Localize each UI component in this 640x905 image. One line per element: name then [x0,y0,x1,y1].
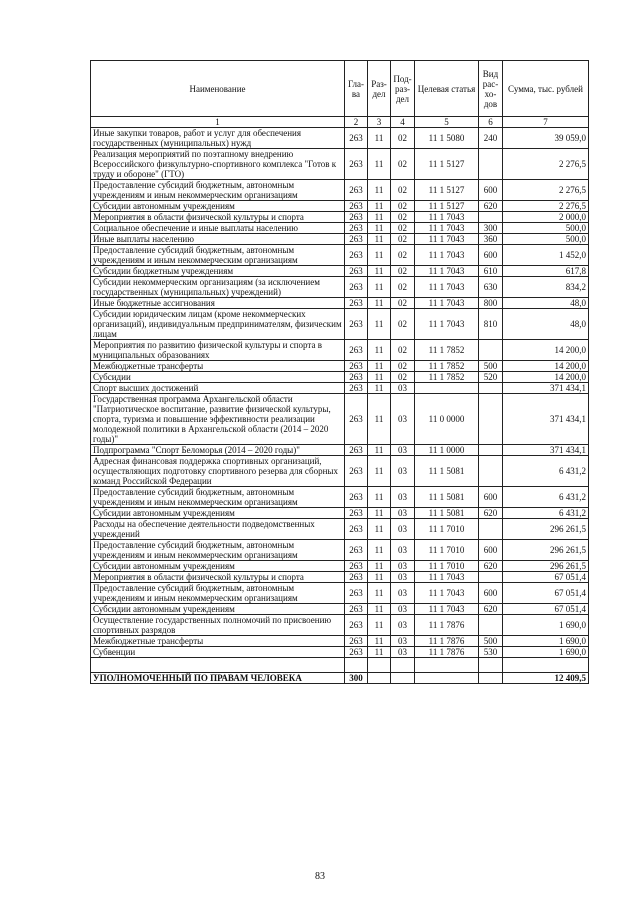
row-podrazdel: 02 [391,298,415,309]
row-podrazdel: 02 [391,340,415,361]
row-razdel: 11 [368,245,391,266]
row-tselevaya: 11 1 7010 [415,540,479,561]
row-tselevaya: 11 1 7043 [415,604,479,615]
table-row [91,508,589,519]
row-razdel: 11 [368,636,391,647]
row-vid: 810 [479,309,503,340]
table-row [91,277,589,298]
row-razdel: 11 [368,201,391,212]
header-summa: Сумма, тыс. рублей [503,61,589,117]
table-row [91,383,589,394]
row-glava: 263 [345,519,368,540]
row-summa: 48,0 [503,309,589,340]
row-razdel: 11 [368,223,391,234]
row-summa: 296 261,5 [503,540,589,561]
row-tselevaya: 11 1 5081 [415,487,479,508]
row-vid: 630 [479,277,503,298]
table-row [91,561,589,572]
row-tselevaya: 11 1 7876 [415,615,479,636]
row-name: Субсидии автономным учреждениям [91,604,345,615]
row-vid: 620 [479,561,503,572]
row-vid [479,340,503,361]
document-page [90,60,588,684]
column-number: 3 [368,117,391,128]
row-razdel: 11 [368,456,391,487]
row-podrazdel: 02 [391,234,415,245]
table-row [91,519,589,540]
row-tselevaya [415,673,479,684]
row-name: УПОЛНОМОЧЕННЫЙ ПО ПРАВАМ ЧЕЛОВЕКА [91,673,345,684]
row-vid [479,212,503,223]
row-glava: 263 [345,298,368,309]
row-name: Государственная программа Архангельской области "Патриотическое воспитание, развитие физической культуры, спорта, туризма и повышение эффективности реализации молодежной политики в Архангельской области (2014 – 2020 годы)" [91,394,345,445]
row-summa: 371 434,1 [503,383,589,394]
row-tselevaya: 11 1 7043 [415,298,479,309]
row-podrazdel: 03 [391,572,415,583]
row-tselevaya: 11 1 5127 [415,180,479,201]
row-name: Адресная финансовая поддержка спортивных организаций, осуществляющих подготовку спортивного резерва для сборных команд Российской Федерации [91,456,345,487]
row-name: Субсидии некоммерческим организациям (за исключением государственных (муниципальных) учреждений) [91,277,345,298]
row-podrazdel: 03 [391,540,415,561]
column-number: 5 [415,117,479,128]
column-number: 4 [391,117,415,128]
row-podrazdel: 03 [391,647,415,658]
column-number: 6 [479,117,503,128]
header-glava: Гла-ва [345,61,368,117]
row-razdel: 11 [368,372,391,383]
row-tselevaya: 11 1 7043 [415,223,479,234]
row-name: Предоставление субсидий бюджетным, автономным учреждениям и иным некоммерческим организациям [91,540,345,561]
row-razdel: 11 [368,149,391,180]
row-razdel: 11 [368,615,391,636]
row-vid: 500 [479,361,503,372]
spacer-row [91,658,589,673]
row-tselevaya: 11 1 7043 [415,245,479,266]
row-razdel: 11 [368,383,391,394]
row-razdel: 11 [368,128,391,149]
row-razdel: 11 [368,180,391,201]
row-glava: 263 [345,201,368,212]
row-name: Расходы на обеспечение деятельности подведомственных учреждений [91,519,345,540]
row-glava: 263 [345,361,368,372]
table-row [91,636,589,647]
row-podrazdel: 03 [391,519,415,540]
row-vid: 600 [479,540,503,561]
row-summa: 14 200,0 [503,340,589,361]
row-glava: 263 [345,245,368,266]
row-glava: 263 [345,647,368,658]
row-podrazdel: 02 [391,309,415,340]
row-vid: 600 [479,245,503,266]
row-summa: 67 051,4 [503,572,589,583]
row-vid: 620 [479,508,503,519]
row-vid: 240 [479,128,503,149]
row-summa: 500,0 [503,223,589,234]
row-name: Социальное обеспечение и иные выплаты населению [91,223,345,234]
table-row [91,223,589,234]
row-vid: 610 [479,266,503,277]
row-podrazdel: 02 [391,212,415,223]
row-vid [479,615,503,636]
row-glava: 263 [345,309,368,340]
row-tselevaya: 11 1 7043 [415,583,479,604]
row-vid: 300 [479,223,503,234]
row-name: Субсидии автономным учреждениям [91,201,345,212]
row-name: Субсидии автономным учреждениям [91,508,345,519]
row-vid: 620 [479,201,503,212]
table-row [91,456,589,487]
row-glava: 300 [345,673,368,684]
row-razdel: 11 [368,519,391,540]
row-tselevaya: 11 1 7852 [415,361,479,372]
row-podrazdel: 03 [391,456,415,487]
row-name: Субсидии автономным учреждениям [91,561,345,572]
row-tselevaya: 11 1 7010 [415,561,479,572]
row-razdel [368,673,391,684]
row-vid: 600 [479,487,503,508]
row-name: Предоставление субсидий бюджетным, автономным учреждениям и иным некоммерческим организациям [91,245,345,266]
table-row [91,372,589,383]
table-row [91,604,589,615]
row-summa: 6 431,2 [503,456,589,487]
row-podrazdel: 03 [391,394,415,445]
row-summa: 296 261,5 [503,561,589,572]
row-glava: 263 [345,212,368,223]
row-glava: 263 [345,636,368,647]
table-row [91,201,589,212]
final-row [91,673,589,684]
row-podrazdel: 03 [391,383,415,394]
row-podrazdel [391,673,415,684]
row-name: Мероприятия по развитию физической культуры и спорта в муниципальных образованиях [91,340,345,361]
row-summa: 48,0 [503,298,589,309]
row-tselevaya: 11 1 0000 [415,445,479,456]
row-tselevaya: 11 1 7852 [415,340,479,361]
row-razdel: 11 [368,508,391,519]
table-body [91,128,589,658]
row-name: Субвенции [91,647,345,658]
row-vid: 600 [479,583,503,604]
row-glava: 263 [345,540,368,561]
row-summa: 12 409,5 [503,673,589,684]
table-row [91,340,589,361]
row-glava: 263 [345,128,368,149]
row-razdel: 11 [368,647,391,658]
row-vid: 500 [479,636,503,647]
row-podrazdel: 03 [391,604,415,615]
row-tselevaya: 11 1 7876 [415,647,479,658]
row-glava: 263 [345,445,368,456]
row-razdel: 11 [368,361,391,372]
row-tselevaya: 11 1 7043 [415,212,479,223]
row-summa: 834,2 [503,277,589,298]
row-summa: 67 051,4 [503,583,589,604]
row-tselevaya: 11 1 5080 [415,128,479,149]
row-glava: 263 [345,180,368,201]
table-row [91,234,589,245]
row-tselevaya: 11 1 7043 [415,266,479,277]
row-podrazdel: 03 [391,508,415,519]
row-podrazdel: 03 [391,561,415,572]
row-summa: 2 276,5 [503,149,589,180]
header-name: Наименование [91,61,345,117]
header-tselevaya: Целевая статья [415,61,479,117]
page-number: 83 [315,871,325,882]
row-razdel: 11 [368,234,391,245]
row-tselevaya: 11 1 7043 [415,277,479,298]
row-glava: 263 [345,223,368,234]
row-razdel: 11 [368,298,391,309]
row-name: Подпрограмма "Спорт Беломорья (2014 – 2020 годы)" [91,445,345,456]
row-glava: 263 [345,487,368,508]
row-tselevaya: 11 1 7876 [415,636,479,647]
row-vid [479,572,503,583]
table-row [91,647,589,658]
row-name: Субсидии юридическим лицам (кроме некоммерческих организаций), индивидуальным предпринимателям, физическим лицам [91,309,345,340]
column-number-row [91,117,589,128]
row-razdel: 11 [368,487,391,508]
row-glava: 263 [345,149,368,180]
row-podrazdel: 02 [391,180,415,201]
table-row [91,298,589,309]
row-summa: 500,0 [503,234,589,245]
row-tselevaya: 11 1 5081 [415,508,479,519]
row-podrazdel: 03 [391,615,415,636]
row-vid [479,673,503,684]
row-vid: 530 [479,647,503,658]
row-podrazdel: 02 [391,128,415,149]
table-row [91,149,589,180]
row-podrazdel: 03 [391,583,415,604]
row-summa: 1 690,0 [503,647,589,658]
row-tselevaya: 11 1 7043 [415,572,479,583]
table-row [91,309,589,340]
row-razdel: 11 [368,394,391,445]
row-glava: 263 [345,394,368,445]
row-summa: 1 690,0 [503,615,589,636]
table-row [91,394,589,445]
row-podrazdel: 02 [391,361,415,372]
row-razdel: 11 [368,309,391,340]
row-razdel: 11 [368,561,391,572]
row-name: Иные бюджетные ассигнования [91,298,345,309]
row-podrazdel: 03 [391,487,415,508]
header-vid: Вид рас-хо-дов [479,61,503,117]
row-tselevaya: 11 1 5127 [415,149,479,180]
row-summa: 2 276,5 [503,180,589,201]
row-name: Межбюджетные трансферты [91,636,345,647]
row-glava: 263 [345,615,368,636]
table-row [91,361,589,372]
table-row [91,445,589,456]
table-row [91,487,589,508]
table-row [91,572,589,583]
row-tselevaya: 11 1 5127 [415,201,479,212]
row-name: Мероприятия в области физической культуры и спорта [91,212,345,223]
row-glava: 263 [345,561,368,572]
row-name: Межбюджетные трансферты [91,361,345,372]
row-summa: 14 200,0 [503,372,589,383]
row-razdel: 11 [368,540,391,561]
row-summa: 1 452,0 [503,245,589,266]
row-glava: 263 [345,266,368,277]
row-tselevaya: 11 0 0000 [415,394,479,445]
row-tselevaya: 11 1 7043 [415,309,479,340]
header-razdel: Раз-дел [368,61,391,117]
row-glava: 263 [345,340,368,361]
row-razdel: 11 [368,212,391,223]
table-header-row [91,61,589,117]
row-name: Субсидии бюджетным учреждениям [91,266,345,277]
row-summa: 2 000,0 [503,212,589,223]
row-vid: 600 [479,180,503,201]
table-row [91,266,589,277]
row-podrazdel: 02 [391,245,415,266]
row-glava: 263 [345,572,368,583]
row-vid [479,519,503,540]
row-vid [479,445,503,456]
row-tselevaya: 11 1 7043 [415,234,479,245]
row-vid: 360 [479,234,503,245]
row-podrazdel: 02 [391,149,415,180]
table-row [91,128,589,149]
row-name: Предоставление субсидий бюджетным, автономным учреждениям и иным некоммерческим организациям [91,180,345,201]
row-podrazdel: 02 [391,223,415,234]
row-podrazdel: 02 [391,266,415,277]
row-tselevaya: 11 1 7852 [415,372,479,383]
table-row [91,615,589,636]
row-summa: 296 261,5 [503,519,589,540]
table-row [91,245,589,266]
row-glava: 263 [345,583,368,604]
row-razdel: 11 [368,583,391,604]
row-name: Реализация мероприятий по поэтапному внедрению Всероссийского физкультурно-спортивного комплекса "Готов к труду и обороне" (ГТО) [91,149,345,180]
column-number: 7 [503,117,589,128]
row-podrazdel: 02 [391,201,415,212]
budget-table [90,60,589,684]
row-name: Предоставление субсидий бюджетным, автономным учреждениям и иным некоммерческим организациям [91,583,345,604]
row-glava: 263 [345,508,368,519]
column-number: 2 [345,117,368,128]
row-vid [479,456,503,487]
row-razdel: 11 [368,445,391,456]
row-razdel: 11 [368,604,391,615]
row-glava: 263 [345,456,368,487]
row-vid [479,149,503,180]
row-glava: 263 [345,372,368,383]
row-name: Осуществление государственных полномочий по присвоению спортивных разрядов [91,615,345,636]
row-summa: 371 434,1 [503,445,589,456]
row-name: Субсидии [91,372,345,383]
column-number: 1 [91,117,345,128]
row-tselevaya [415,383,479,394]
row-vid [479,383,503,394]
row-name: Спорт высших достижений [91,383,345,394]
row-glava: 263 [345,277,368,298]
row-vid [479,394,503,445]
row-vid: 520 [479,372,503,383]
header-podrazdel: Под-раз-дел [391,61,415,117]
row-glava: 263 [345,604,368,615]
row-razdel: 11 [368,277,391,298]
row-tselevaya: 11 1 5081 [415,456,479,487]
table-row [91,212,589,223]
row-name: Иные закупки товаров, работ и услуг для обеспечения государственных (муниципальных) нужд [91,128,345,149]
row-vid: 800 [479,298,503,309]
table-row [91,180,589,201]
table-row [91,583,589,604]
row-glava: 263 [345,383,368,394]
row-summa: 39 059,0 [503,128,589,149]
row-name: Предоставление субсидий бюджетным, автономным учреждениям и иным некоммерческим организациям [91,487,345,508]
row-podrazdel: 02 [391,277,415,298]
row-name: Мероприятия в области физической культуры и спорта [91,572,345,583]
row-summa: 371 434,1 [503,394,589,445]
row-summa: 6 431,2 [503,487,589,508]
row-name: Иные выплаты населению [91,234,345,245]
row-podrazdel: 02 [391,372,415,383]
table-row [91,540,589,561]
row-podrazdel: 03 [391,636,415,647]
row-vid: 620 [479,604,503,615]
row-razdel: 11 [368,572,391,583]
row-summa: 67 051,4 [503,604,589,615]
row-summa: 2 276,5 [503,201,589,212]
row-razdel: 11 [368,266,391,277]
row-summa: 14 200,0 [503,361,589,372]
row-summa: 1 690,0 [503,636,589,647]
row-tselevaya: 11 1 7010 [415,519,479,540]
row-glava: 263 [345,234,368,245]
row-summa: 617,8 [503,266,589,277]
row-summa: 6 431,2 [503,508,589,519]
row-podrazdel: 03 [391,445,415,456]
row-razdel: 11 [368,340,391,361]
